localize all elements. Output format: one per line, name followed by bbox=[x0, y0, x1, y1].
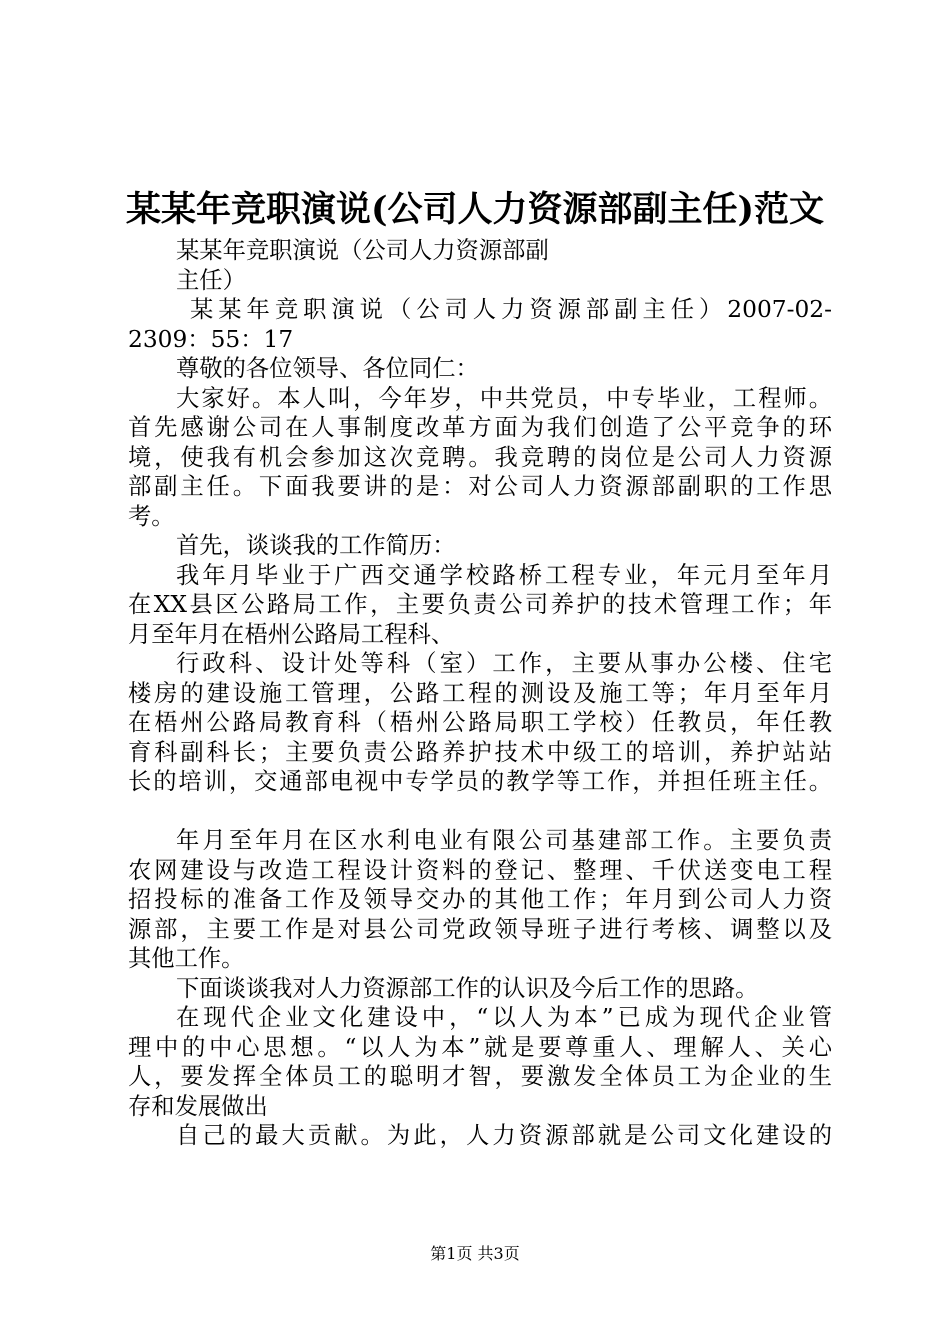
paragraph-line: 在现代企业文化建设中，“以人为本”已成为现代企业管 bbox=[176, 1004, 832, 1031]
paragraph-line: 招投标的准备工作及领导交办的其他工作；年月到公司人力资 bbox=[128, 886, 832, 913]
paragraph-line: 年月至年月在区水利电业有限公司基建部工作。主要负责 bbox=[176, 827, 832, 854]
paragraph-line: 农网建设与改造工程设计资料的登记、整理、千伏送变电工程 bbox=[128, 856, 832, 884]
paragraph-line: 在XX县区公路局工作，主要负责公司养护的技术管理工作；年 bbox=[128, 591, 832, 618]
document-body bbox=[128, 236, 832, 1151]
paragraph-line: 存和发展做出 bbox=[128, 1092, 268, 1120]
paragraph-line: 在梧州公路局教育科（梧州公路局职工学校）任教员，年任教 bbox=[128, 709, 832, 736]
paragraph-line: 理中的中心思想。“以人为本”就是要尊重人、理解人、关心 bbox=[128, 1033, 832, 1061]
paragraph-line: 我年月毕业于广西交通学校路桥工程专业，年元月至年月 bbox=[176, 561, 832, 589]
paragraph-line: 大家好。本人叫，今年岁，中共党员，中专毕业，工程师。 bbox=[176, 384, 832, 412]
paragraph-line: 行政科、设计处等科（室）工作，主要从事办公楼、住宅 bbox=[176, 650, 832, 677]
paragraph-line: 2309：55：17 bbox=[128, 325, 294, 353]
paragraph-line: 长的培训，交通部电视中专学员的教学等工作，并担任班主任。 bbox=[128, 768, 832, 795]
paragraph-line: 首先感谢公司在人事制度改革方面为我们创造了公平竞争的环 bbox=[128, 414, 832, 441]
paragraph-line: 主任） bbox=[176, 266, 246, 294]
paragraph-line: 某某年竞职演说（公司人力资源部副主任）2007-02- bbox=[190, 296, 832, 323]
paragraph-line: 尊敬的各位领导、各位同仁： bbox=[176, 355, 479, 382]
paragraph-line: 首先，谈谈我的工作简历： bbox=[176, 532, 456, 559]
paragraph-line: 下面谈谈我对人力资源部工作的认识及今后工作的思路。 bbox=[176, 974, 759, 1002]
page-number: 第1页 共3页 bbox=[430, 1244, 520, 1263]
document-title: 某某年竞职演说(公司人力资源部副主任)范文 bbox=[125, 189, 825, 230]
paragraph-line: 育科副科长；主要负责公路养护技术中级工的培训，养护站站 bbox=[128, 738, 832, 766]
paragraph-line: 考。 bbox=[128, 502, 175, 530]
paragraph-line: 某某年竞职演说（公司人力资源部副 bbox=[176, 237, 549, 264]
blank-line bbox=[128, 797, 832, 827]
paragraph-line: 月至年月在梧州公路局工程科、 bbox=[128, 620, 455, 648]
paragraph-line: 自己的最大贡献。为此，人力资源部就是公司文化建设的 bbox=[176, 1122, 832, 1149]
paragraph-line: 源部，主要工作是对县公司党政领导班子进行考核、调整以及 bbox=[128, 915, 832, 943]
paragraph-line: 部副主任。下面我要讲的是：对公司人力资源部副职的工作思 bbox=[128, 473, 832, 500]
paragraph-line: 人，要发挥全体员工的聪明才智，要激发全体员工为企业的生 bbox=[128, 1063, 832, 1090]
paragraph-line: 境，使我有机会参加这次竞聘。我竞聘的岗位是公司人力资源 bbox=[128, 443, 832, 471]
paragraph-line: 其他工作。 bbox=[128, 945, 245, 972]
paragraph-line: 楼房的建设施工管理，公路工程的测设及施工等；年月至年月 bbox=[128, 679, 832, 707]
